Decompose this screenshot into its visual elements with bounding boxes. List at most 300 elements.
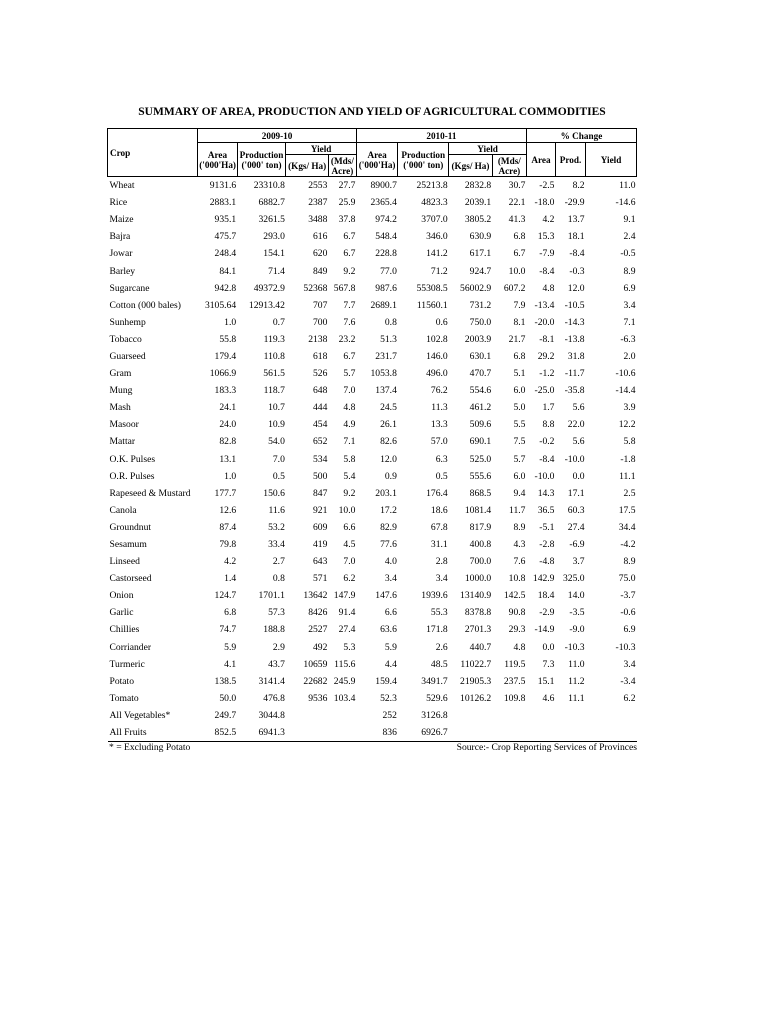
table-cell: 50.0 <box>219 692 237 704</box>
table-cell: -8.4 <box>539 453 555 465</box>
table-cell: 0.8 <box>272 573 285 585</box>
table-cell: 6.2 <box>343 573 356 585</box>
table-cell: 4.8 <box>513 641 526 653</box>
table-cell: -10.0 <box>564 453 585 465</box>
table-cell: -5.1 <box>539 521 555 533</box>
table-cell: -8.4 <box>569 248 585 260</box>
table-cell: 63.6 <box>380 624 397 636</box>
table-cell: 150.6 <box>263 487 285 499</box>
table-cell: 4.8 <box>542 282 555 294</box>
table-cell: 3044.8 <box>258 709 285 721</box>
table-row <box>108 570 637 587</box>
table-cell: -11.7 <box>564 368 585 380</box>
crop-name-cell: Canola <box>109 504 137 516</box>
table-cell: 12.0 <box>380 453 397 465</box>
table-row <box>108 621 637 638</box>
table-cell: 2527 <box>308 624 328 636</box>
table-cell: 141.2 <box>426 248 448 260</box>
table-cell: 8.9 <box>623 556 636 568</box>
crop-name-cell: Castorseed <box>109 573 152 585</box>
table-cell: 13.3 <box>430 419 448 431</box>
table-cell: 53.2 <box>268 521 285 533</box>
crop-name-cell: Rice <box>109 197 128 209</box>
table-cell: 6882.7 <box>258 197 285 209</box>
table-cell <box>328 724 356 742</box>
table-cell: 0.0 <box>572 470 585 482</box>
table-cell: 4.6 <box>542 692 555 704</box>
table-row <box>108 228 637 245</box>
table-cell: 5.9 <box>224 641 237 653</box>
table-cell: 10.0 <box>508 265 526 277</box>
table-cell: 2003.9 <box>464 333 492 345</box>
table-cell: 8426 <box>308 607 328 619</box>
table-cell: 176.4 <box>426 487 448 499</box>
table-cell: -8.4 <box>539 265 555 277</box>
table-cell: 7.0 <box>272 453 285 465</box>
table-cell: 3126.8 <box>421 709 448 721</box>
header-area-1: Area ('000'Ha) <box>198 143 237 177</box>
table-cell: 648 <box>313 385 328 397</box>
table-cell: 6.7 <box>343 248 356 260</box>
table-cell: 5.8 <box>343 453 356 465</box>
table-cell: 555.6 <box>469 470 492 482</box>
table-cell: 2387 <box>308 197 328 209</box>
table-cell: 1.7 <box>542 402 555 414</box>
table-cell: -8.1 <box>539 333 555 345</box>
table-cell: 6.8 <box>513 350 526 362</box>
table-cell: 43.7 <box>268 658 285 670</box>
table-cell <box>555 707 585 724</box>
header-production-2: Production ('000' ton) <box>398 143 449 177</box>
crop-name-cell: Mash <box>109 402 131 414</box>
header-crop: Crop <box>108 129 198 177</box>
table-cell: 7.1 <box>623 316 636 328</box>
table-cell: 91.4 <box>338 607 356 619</box>
table-cell: 21.7 <box>508 333 526 345</box>
table-cell: 526 <box>313 368 328 380</box>
table-cell: 71.2 <box>430 265 448 277</box>
table-cell: 6.7 <box>343 350 356 362</box>
table-cell: 3.7 <box>572 556 585 568</box>
crop-name-cell: Bajra <box>109 231 131 243</box>
table-cell: 15.1 <box>537 675 555 687</box>
table-cell: 7.7 <box>343 299 356 311</box>
table-cell: 29.3 <box>508 624 526 636</box>
table-cell: -14.3 <box>564 316 585 328</box>
table-cell: -20.0 <box>534 316 555 328</box>
table-cell: 41.3 <box>508 214 526 226</box>
table-cell: 77.6 <box>380 539 397 551</box>
table-cell: 57.3 <box>268 607 285 619</box>
table-cell: 5.6 <box>572 436 585 448</box>
table-cell: 2832.8 <box>464 180 492 192</box>
table-cell: 8.9 <box>513 521 526 533</box>
crop-name-cell: Barley <box>109 265 136 277</box>
header-change-area: Area <box>526 143 555 177</box>
table-cell: 942.8 <box>214 282 237 294</box>
table-row <box>108 416 637 433</box>
table-cell: 0.9 <box>384 470 397 482</box>
table-row <box>108 536 637 553</box>
table-cell: 76.2 <box>430 385 448 397</box>
table-cell: 10.7 <box>268 402 285 414</box>
table-cell: 2.9 <box>272 641 285 653</box>
table-cell: -0.5 <box>620 248 636 260</box>
table-cell: 470.7 <box>469 368 492 380</box>
table-cell: 6.9 <box>623 624 636 636</box>
table-cell: 1000.0 <box>464 573 492 585</box>
table-cell: -0.6 <box>620 607 636 619</box>
table-cell: 154.1 <box>263 248 285 260</box>
table-cell: 8.1 <box>513 316 526 328</box>
table-header <box>108 129 637 177</box>
table-row <box>108 656 637 673</box>
table-cell: -6.3 <box>620 333 636 345</box>
table-cell: -18.0 <box>534 197 555 209</box>
table-cell: 5.4 <box>343 470 356 482</box>
table-cell: 37.8 <box>338 214 356 226</box>
table-row <box>108 707 637 724</box>
table-cell: 15.3 <box>537 231 555 243</box>
table-cell: 55.8 <box>219 333 237 345</box>
table-cell: 7.3 <box>542 658 555 670</box>
table-cell: 868.5 <box>469 487 492 499</box>
table-cell: 461.2 <box>469 402 492 414</box>
table-cell: 34.4 <box>618 521 636 533</box>
table-cell: 84.1 <box>219 265 237 277</box>
table-cell: 1701.1 <box>258 590 285 602</box>
table-cell: 103.4 <box>333 692 356 704</box>
table-cell: 571 <box>313 573 328 585</box>
table-cell: 30.7 <box>508 180 526 192</box>
table-cell: 57.0 <box>430 436 448 448</box>
table-cell: 2701.3 <box>464 624 492 636</box>
crop-name-cell: Cotton (000 bales) <box>109 299 181 311</box>
table-cell: 147.6 <box>375 590 397 602</box>
table-cell: 6.3 <box>435 453 448 465</box>
table-body <box>108 177 637 742</box>
table-cell: -10.3 <box>615 641 636 653</box>
table-cell: -35.8 <box>564 385 585 397</box>
table-cell: 67.8 <box>430 521 448 533</box>
table-cell: 27.4 <box>338 624 356 636</box>
table-cell: -0.3 <box>569 265 585 277</box>
table-cell: 249.7 <box>214 709 237 721</box>
table-cell: 4.3 <box>513 539 526 551</box>
crop-name-cell: All Vegetables* <box>109 709 171 721</box>
table-cell: 2689.1 <box>370 299 397 311</box>
table-cell: 54.0 <box>268 436 285 448</box>
table-cell: 700.0 <box>469 556 492 568</box>
table-cell: 13140.9 <box>460 590 492 602</box>
table-cell: 643 <box>313 556 328 568</box>
crop-name-cell: Turmeric <box>109 658 145 670</box>
table-cell: 2.5 <box>623 487 636 499</box>
table-cell: 6.7 <box>343 231 356 243</box>
table-cell: 7.0 <box>343 556 356 568</box>
table-cell: 7.9 <box>513 299 526 311</box>
table-cell: 6.2 <box>623 692 636 704</box>
table-row <box>108 280 637 297</box>
table-cell: 4.4 <box>384 658 397 670</box>
table-cell <box>555 724 585 742</box>
table-cell: 847 <box>313 487 328 499</box>
table-cell: 52368 <box>303 282 328 294</box>
table-cell: 7.6 <box>513 556 526 568</box>
table-cell: 13.7 <box>567 214 585 226</box>
table-cell: 987.6 <box>375 282 397 294</box>
header-change-prod: Prod. <box>555 143 585 177</box>
table-cell: 6.8 <box>513 231 526 243</box>
crop-name-cell: Jowar <box>109 248 133 260</box>
table-cell: 11.0 <box>568 658 585 670</box>
table-cell: 0.5 <box>435 470 448 482</box>
table-cell: 118.7 <box>263 385 285 397</box>
table-cell: 48.5 <box>430 658 448 670</box>
table-cell: -7.9 <box>539 248 555 260</box>
crop-name-cell: Mung <box>109 385 133 397</box>
header-mds-1: (Mds/ Acre) <box>328 155 356 177</box>
table-cell: 146.0 <box>426 350 448 362</box>
table-cell <box>449 707 493 724</box>
table-cell: 620 <box>313 248 328 260</box>
table-cell: 5.6 <box>572 402 585 414</box>
table-cell: 177.7 <box>214 487 237 499</box>
table-cell: 10659 <box>303 658 328 670</box>
table-cell: 17.2 <box>380 504 397 516</box>
table-cell: 171.8 <box>426 624 448 636</box>
table-cell: -29.9 <box>564 197 585 209</box>
source-note: Source:- Crop Reporting Services of Provinces <box>456 742 637 754</box>
table-cell: 6.6 <box>384 607 397 619</box>
table-cell: 2883.1 <box>209 197 237 209</box>
table-cell: 496.0 <box>426 368 448 380</box>
document <box>107 104 637 756</box>
table-cell: 2.4 <box>623 231 636 243</box>
table-cell: 7.6 <box>343 316 356 328</box>
table-cell: 31.1 <box>430 539 448 551</box>
table-cell: 12.0 <box>567 282 585 294</box>
table-cell: 179.4 <box>214 350 237 362</box>
table-cell: 7.1 <box>343 436 356 448</box>
table-cell: 8.8 <box>542 419 555 431</box>
table-cell: 188.8 <box>263 624 285 636</box>
table-cell: 2039.1 <box>464 197 492 209</box>
commodities-table <box>107 128 637 742</box>
table-cell: 3805.2 <box>464 214 492 226</box>
table-cell: 3261.5 <box>258 214 285 226</box>
table-cell: 9.2 <box>343 487 356 499</box>
table-row <box>108 211 637 228</box>
table-cell: 852.5 <box>198 724 237 742</box>
table-cell: 22682 <box>303 675 328 687</box>
table-cell: 8378.8 <box>464 607 492 619</box>
table-cell: 23.2 <box>338 333 356 345</box>
crop-name-cell: Masoor <box>109 419 139 431</box>
table-cell: 0.7 <box>272 316 285 328</box>
table-cell: 2.7 <box>272 556 285 568</box>
table-cell: -14.6 <box>615 197 636 209</box>
crop-name-cell: Chillies <box>109 624 140 636</box>
table-cell: 4.1 <box>224 658 237 670</box>
crop-name-cell: Corriander <box>109 641 152 653</box>
table-cell: -0.2 <box>539 436 555 448</box>
table-cell: 1053.8 <box>370 368 397 380</box>
table-cell: 8.9 <box>623 265 636 277</box>
table-cell: 3707.0 <box>421 214 448 226</box>
table-cell: -2.9 <box>539 607 555 619</box>
table-cell: 31.8 <box>567 350 585 362</box>
table-cell: 5.8 <box>623 436 636 448</box>
table-cell: 79.8 <box>219 539 237 551</box>
table-cell: -3.7 <box>620 590 636 602</box>
table-cell: 55308.5 <box>416 282 448 294</box>
crop-name-cell: Linseed <box>109 556 140 568</box>
table-cell: -10.3 <box>564 641 585 653</box>
table-cell: 6926.7 <box>398 724 449 742</box>
table-cell: 617.1 <box>469 248 492 260</box>
header-production-1: Production ('000' ton) <box>237 143 286 177</box>
table-cell <box>586 707 637 724</box>
table-row <box>108 468 637 485</box>
table-cell: 124.7 <box>214 590 237 602</box>
table-cell: 6.6 <box>343 521 356 533</box>
table-cell: 10.8 <box>508 573 526 585</box>
table-cell: 9.2 <box>343 265 356 277</box>
table-cell: 77.0 <box>380 265 397 277</box>
crop-name-cell: Sugarcane <box>109 282 150 294</box>
table-cell: 4823.3 <box>421 197 448 209</box>
table-cell: 29.2 <box>537 350 555 362</box>
table-cell: 10126.2 <box>460 692 492 704</box>
header-year-2010-11: 2010-11 <box>356 129 526 143</box>
table-row <box>108 194 637 211</box>
header-year-2009-10: 2009-10 <box>198 129 357 143</box>
table-cell: 1.0 <box>224 316 237 328</box>
table-cell: 6.8 <box>224 607 237 619</box>
table-cell: 110.8 <box>263 350 285 362</box>
table-cell: -14.9 <box>534 624 555 636</box>
footnote: * = Excluding Potato <box>109 742 191 754</box>
table-cell: 700 <box>313 316 328 328</box>
table-row <box>108 177 637 195</box>
table-cell: 836 <box>356 724 397 742</box>
table-cell: 9131.6 <box>209 180 237 192</box>
table-cell: 33.4 <box>268 539 285 551</box>
header-kgs-2: (Kgs/ Ha) <box>449 155 493 177</box>
table-cell: 630.1 <box>469 350 492 362</box>
table-cell: 454 <box>313 419 328 431</box>
table-cell: 509.6 <box>469 419 492 431</box>
table-row <box>108 262 637 279</box>
crop-name-cell: Guarseed <box>109 350 146 362</box>
table-cell: -13.8 <box>564 333 585 345</box>
table-cell: 4.9 <box>343 419 356 431</box>
table-cell: 74.7 <box>219 624 237 636</box>
table-cell: 9536 <box>308 692 328 704</box>
crop-name-cell: All Fruits <box>108 724 198 742</box>
table-cell: -4.2 <box>620 539 636 551</box>
table-cell: 27.4 <box>567 521 585 533</box>
table-cell: 6.0 <box>513 385 526 397</box>
table-cell: 7.5 <box>513 436 526 448</box>
table-cell: 90.8 <box>508 607 526 619</box>
table-row <box>108 639 637 656</box>
table-cell: 52.3 <box>380 692 397 704</box>
table-cell: 6941.3 <box>237 724 286 742</box>
table-cell: 11.7 <box>509 504 526 516</box>
table-row <box>108 245 637 262</box>
table-cell <box>286 724 329 742</box>
table-cell: 731.2 <box>469 299 492 311</box>
table-cell: 4.2 <box>224 556 237 568</box>
table-cell: 2.6 <box>435 641 448 653</box>
table-cell: 10.9 <box>268 419 285 431</box>
table-cell: 974.2 <box>375 214 397 226</box>
table-cell: 548.4 <box>375 231 397 243</box>
table-cell: 325.0 <box>562 573 585 585</box>
table-row <box>108 673 637 690</box>
table-cell: 419 <box>313 539 328 551</box>
table-cell: 690.1 <box>469 436 492 448</box>
table-cell: 49372.9 <box>253 282 285 294</box>
header-yield-1: Yield <box>286 143 357 155</box>
table-cell: 5.5 <box>513 419 526 431</box>
table-cell: 5.1 <box>513 368 526 380</box>
table-row <box>108 348 637 365</box>
table-cell: 5.0 <box>513 402 526 414</box>
table-cell: 750.0 <box>469 316 492 328</box>
table-cell: 237.5 <box>503 675 526 687</box>
table-cell: 1066.9 <box>209 368 237 380</box>
table-cell: -10.6 <box>615 368 636 380</box>
table-cell: 21905.3 <box>460 675 492 687</box>
table-cell: -10.5 <box>564 299 585 311</box>
table-cell: -1.8 <box>620 453 636 465</box>
table-cell: 142.5 <box>503 590 526 602</box>
header-change-yield: Yield <box>586 143 637 177</box>
table-cell: 529.6 <box>426 692 448 704</box>
table-cell: 0.6 <box>435 316 448 328</box>
table-cell: 75.0 <box>618 573 636 585</box>
table-cell: -1.2 <box>539 368 555 380</box>
table-cell: 147.9 <box>333 590 356 602</box>
table-cell: 228.8 <box>375 248 397 260</box>
table-cell: 5.7 <box>513 453 526 465</box>
table-cell: 4.5 <box>343 539 356 551</box>
table-cell: 25213.8 <box>416 180 448 192</box>
table-cell: 9.1 <box>623 214 636 226</box>
table-cell: 14.3 <box>537 487 555 499</box>
table-cell: -25.0 <box>534 385 555 397</box>
table-cell: 476.8 <box>263 692 285 704</box>
table-cell: 23310.8 <box>253 180 285 192</box>
table-cell: 119.3 <box>263 333 285 345</box>
table-cell: 3.4 <box>435 573 448 585</box>
table-cell: 7.0 <box>343 385 356 397</box>
crop-name-cell: Mattar <box>109 436 136 448</box>
table-cell: 3491.7 <box>421 675 448 687</box>
table-cell: 138.5 <box>214 675 237 687</box>
table-cell: 2138 <box>308 333 328 345</box>
table-cell: 5.9 <box>384 641 397 653</box>
table-cell: 25.9 <box>338 197 356 209</box>
table-cell: 400.8 <box>469 539 492 551</box>
header-area-2: Area ('000'Ha) <box>356 143 397 177</box>
crop-name-cell: Gram <box>109 368 132 380</box>
table-cell: 616 <box>313 231 328 243</box>
table-cell: 2.0 <box>623 350 636 362</box>
